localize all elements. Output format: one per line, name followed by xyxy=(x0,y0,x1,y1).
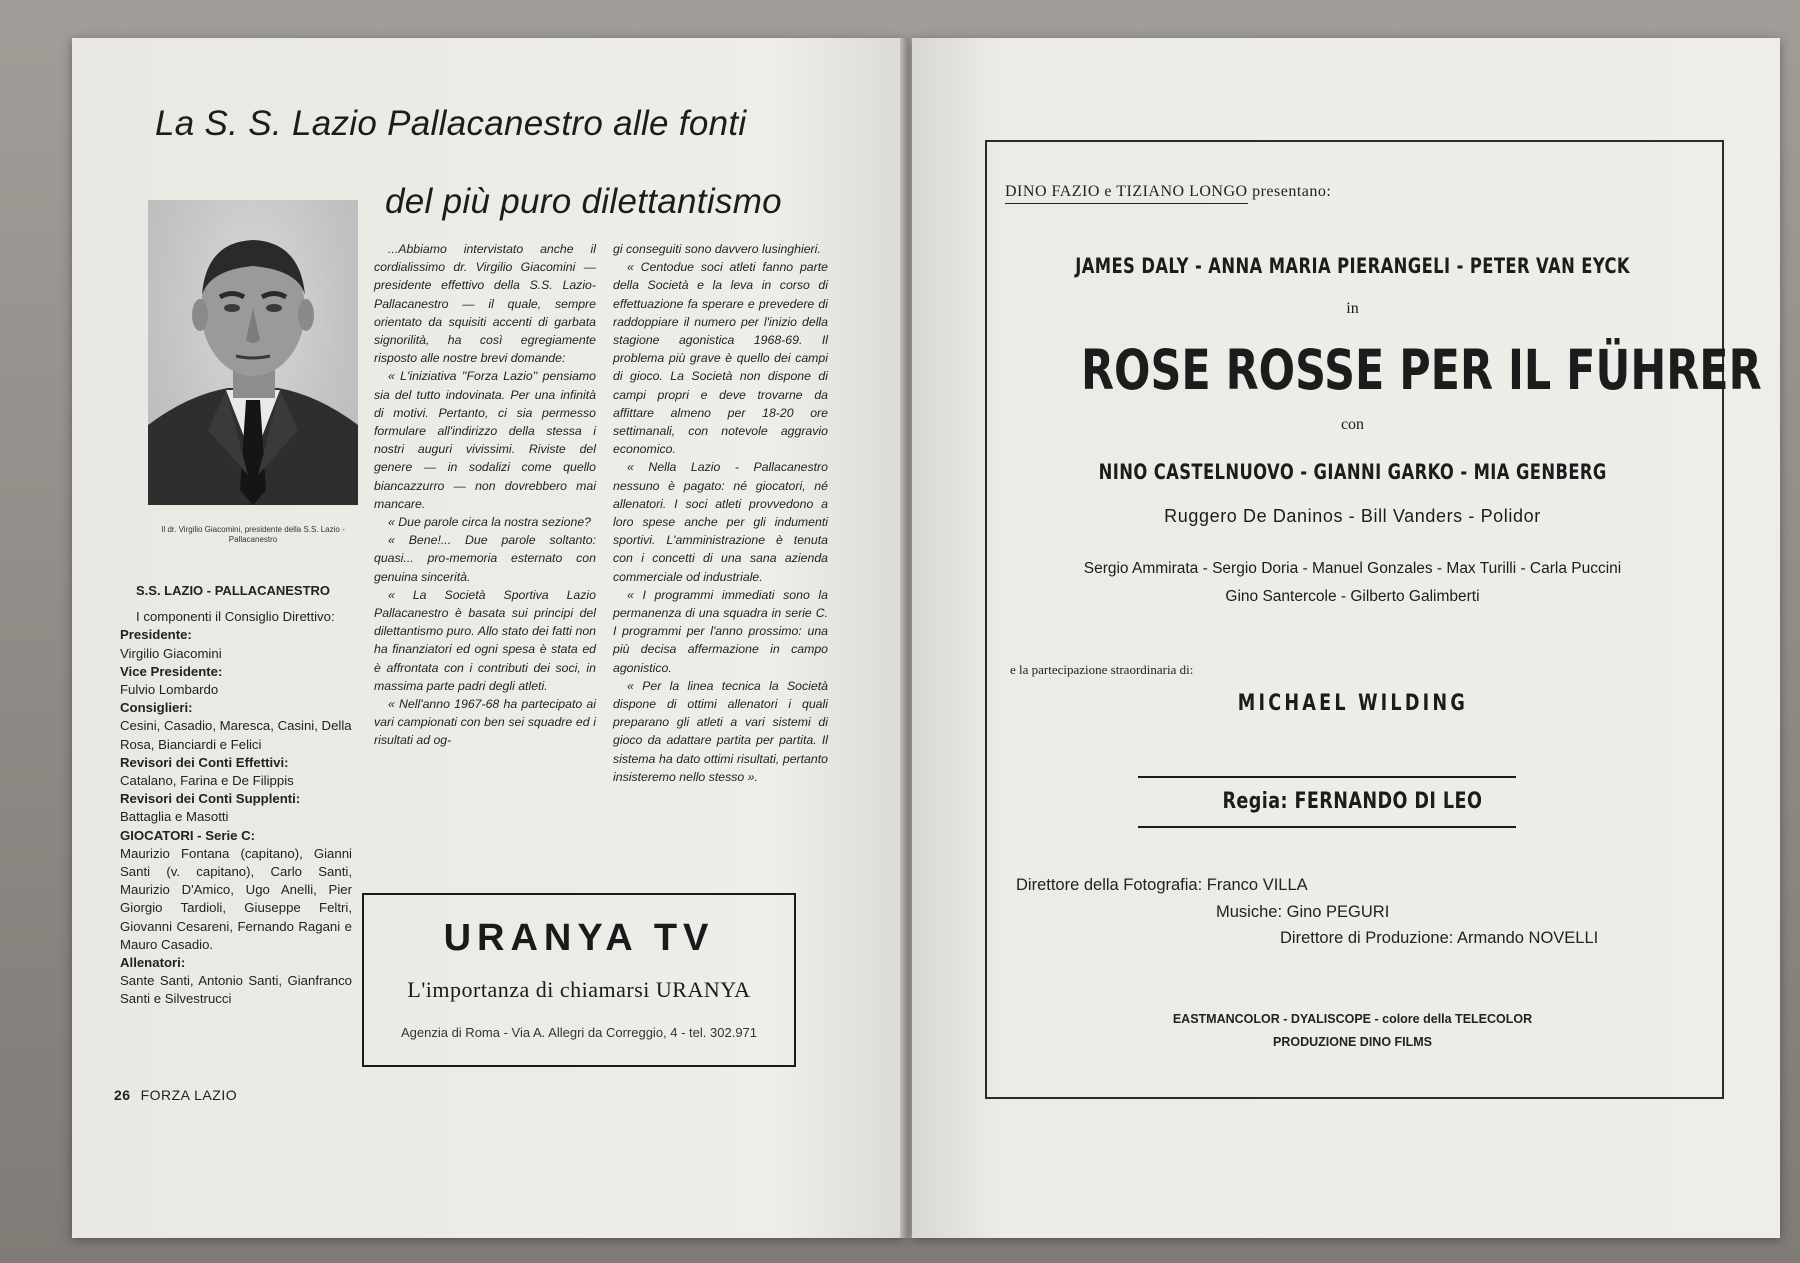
con-word: con xyxy=(1340,416,1365,433)
film-title-text: ROSE ROSSE PER IL FÜHRER xyxy=(1080,338,1762,402)
presenters-line xyxy=(1005,183,1331,201)
special-guest xyxy=(985,690,1720,716)
in-word: in xyxy=(1346,300,1359,317)
staff-value: Fulvio Lombardo xyxy=(120,682,219,698)
article-paragraph: « Centodue soci atleti fanno parte della Società e la leva in corso di effettuazione fa sperare e prevedere di raddoppiare il numero per l'inizio della stagione agonistica 1968-69. Il problema più grave è quello dei campi di gioco. La Società non dispone di campi propri e deve trovarne da affittare almeno per 18-20 ore settimanali, con notevole aggravio economico. xyxy=(613,260,828,457)
article-paragraph: « Per la linea tecnica la Società dispone di ottimi allenatori i quali preparano gli atleti a vari sistemi di gioco da adattare partita per partita. Il sistema ha dato ottimi risultati, pertanto insisteremo nello stesso ». xyxy=(613,678,828,784)
staff-label: Presidente: xyxy=(120,627,192,643)
article-paragraph: « L'iniziativa ''Forza Lazio'' pensiamo sia del tutto indovinata. Per una infinità di motivi. Pertanto, ci sia permesso formulare all'indirizzo della stessa i nostri auguri vivissimi. Riviste del genere — in sodalizi come quello biancazzurro — non dovrebbero mai mancare. xyxy=(374,369,596,511)
production-credit: PRODUZIONE DINO FILMS xyxy=(1272,1035,1433,1049)
article-paragraph: « Nell'anno 1967-68 ha partecipato ai vari campionati con ben sei squadre ed i risultati ad og- xyxy=(374,697,596,748)
film-ad-frame xyxy=(985,140,1724,1099)
cast-line-2: Ruggero De Daninos - Bill Vanders - Polidor xyxy=(1164,506,1541,526)
article-paragraph: « I programmi immediati sono la permanenza di una squadra in serie C. I programmi per l'anno prossimo: una più decisa affermazione in campo agonistico. xyxy=(613,587,828,675)
director-text: Regia: FERNANDO DI LEO xyxy=(1222,789,1483,814)
technical-credits: EASTMANCOLOR - DYALISCOPE - colore della TELECOLOR xyxy=(1172,1012,1533,1026)
staff-intro: I componenti il Consiglio Direttivo: xyxy=(136,609,335,625)
presenters-suffix: presentano: xyxy=(1247,183,1332,200)
cast-line-3: Sergio Ammirata - Sergio Doria - Manuel Gonzales - Max Turilli - Carla Puccini xyxy=(1083,560,1622,577)
portrait-photo xyxy=(148,200,358,505)
presenters: DINO FAZIO e TIZIANO LONGO xyxy=(1005,183,1248,204)
headline-line-2: del più puro dilettantismo xyxy=(385,182,782,221)
cast-line-1 xyxy=(985,460,1720,485)
production-director-credit: Direttore di Produzione: Armando NOVELLI xyxy=(1280,929,1599,947)
staff-label: GIOCATORI - Serie C: xyxy=(120,827,256,843)
director-rule-top xyxy=(1138,776,1516,778)
article-paragraph: « La Società Sportiva Lazio Pallacanestro è basata sui principi del dilettantismo puro. Allo stato dei fatti non ha finanziatori ed ogni spesa è stata ed è affrontata con i contributi dei soci, in massima parte padri degli atleti. xyxy=(374,587,596,693)
cast-line-4: Gino Santercole - Gilberto Galimberti xyxy=(1225,588,1480,605)
article-column-1 xyxy=(374,240,596,750)
staff-label: Consiglieri: xyxy=(120,700,193,716)
staff-value: Maurizio Fontana (capitano), Gianni Santi (v. capitano), Carlo Santi, Maurizio D'Amico, Ugo Anelli, Pier Giorgio Tardioli, Giuseppe Feltri, Giovanni Cesareni, Fernando Ragani e Mauro Casadio. xyxy=(120,845,352,952)
article-paragraph: gi conseguiti sono davvero lusinghieri. xyxy=(613,242,821,256)
cast-line-1-text: NINO CASTELNUOVO - GIANNI GARKO - MIA GENBERG xyxy=(1098,460,1607,484)
photo-caption: Il dr. Virgilio Giacomini, presidente della S.S. Lazio - Pallacanestro xyxy=(161,525,345,544)
film-title xyxy=(985,338,1762,402)
staff-value: Cesini, Casadio, Maresca, Casini, Della Rosa, Bianciardi e Felici xyxy=(120,718,352,752)
ad-slogan: L'importanza di chiamarsi URANYA xyxy=(407,977,751,1002)
ad-address: Agenzia di Roma - Via A. Allegri da Correggio, 4 - tel. 302.971 xyxy=(400,1025,758,1040)
article-paragraph: « Due parole circa la nostra sezione? xyxy=(388,515,592,530)
director-rule-bottom xyxy=(1138,826,1516,828)
staff-label: Vice Presidente: xyxy=(120,663,223,679)
staff-value: Sante Santi, Antonio Santi, Gianfranco Santi e Silvestrucci xyxy=(120,973,352,1007)
uranya-tv-advertisement xyxy=(362,893,796,1067)
article-column-2 xyxy=(613,240,828,786)
music-credit: Musiche: Gino PEGURI xyxy=(1216,903,1390,921)
lead-cast-text: JAMES DALY - ANNA MARIA PIERANGELI - PETER VAN EYCK xyxy=(1075,254,1630,278)
club-staff-list xyxy=(120,582,352,1009)
staff-heading: S.S. LAZIO - PALLACANESTRO xyxy=(136,583,331,598)
photography-credit: Direttore della Fotografia: Franco VILLA xyxy=(1016,876,1308,894)
page-folio xyxy=(114,1087,237,1103)
staff-value: Virgilio Giacomini xyxy=(120,645,222,661)
staff-value: Battaglia e Masotti xyxy=(120,809,229,825)
staff-label: Revisori dei Conti Supplenti: xyxy=(120,791,301,807)
special-participation: e la partecipazione straordinaria di: xyxy=(1010,662,1194,677)
article-paragraph: ...Abbiamo intervistato anche il cordialissimo dr. Virgilio Giacomini — presidente effettivo della S.S. Lazio-Pallacanestro — il quale, sempre orientato da squisiti accenti di garbata signorilità, ha così egregiamente risposto alle nostre brevi domande: xyxy=(374,242,596,366)
staff-label: Revisori dei Conti Effettivi: xyxy=(120,754,289,770)
staff-value: Catalano, Farina e De Filippis xyxy=(120,773,294,789)
article-paragraph: « Nella Lazio - Pallacanestro nessuno è pagato: né giocatori, né allenatori. I soci atleti provvedono a loro spese anche per gli indumenti sportivi. L'amministrazione è tenuta con i concetti di una sana azienda commerciale od industriale. xyxy=(613,460,828,584)
special-guest-text: MICHAEL WILDING xyxy=(1237,691,1468,716)
lead-cast xyxy=(985,254,1720,279)
ad-brand: URANYA TV xyxy=(443,917,715,959)
magazine-title: FORZA LAZIO xyxy=(140,1087,238,1103)
staff-label: Allenatori: xyxy=(120,955,186,971)
article-paragraph: « Bene!... Due parole soltanto: quasi... pro-memoria esternato con genuina sincerità. xyxy=(374,533,596,584)
page-number: 26 xyxy=(114,1087,131,1103)
headline-line-1: La S. S. Lazio Pallacanestro alle fonti xyxy=(155,104,747,143)
director xyxy=(985,788,1720,814)
